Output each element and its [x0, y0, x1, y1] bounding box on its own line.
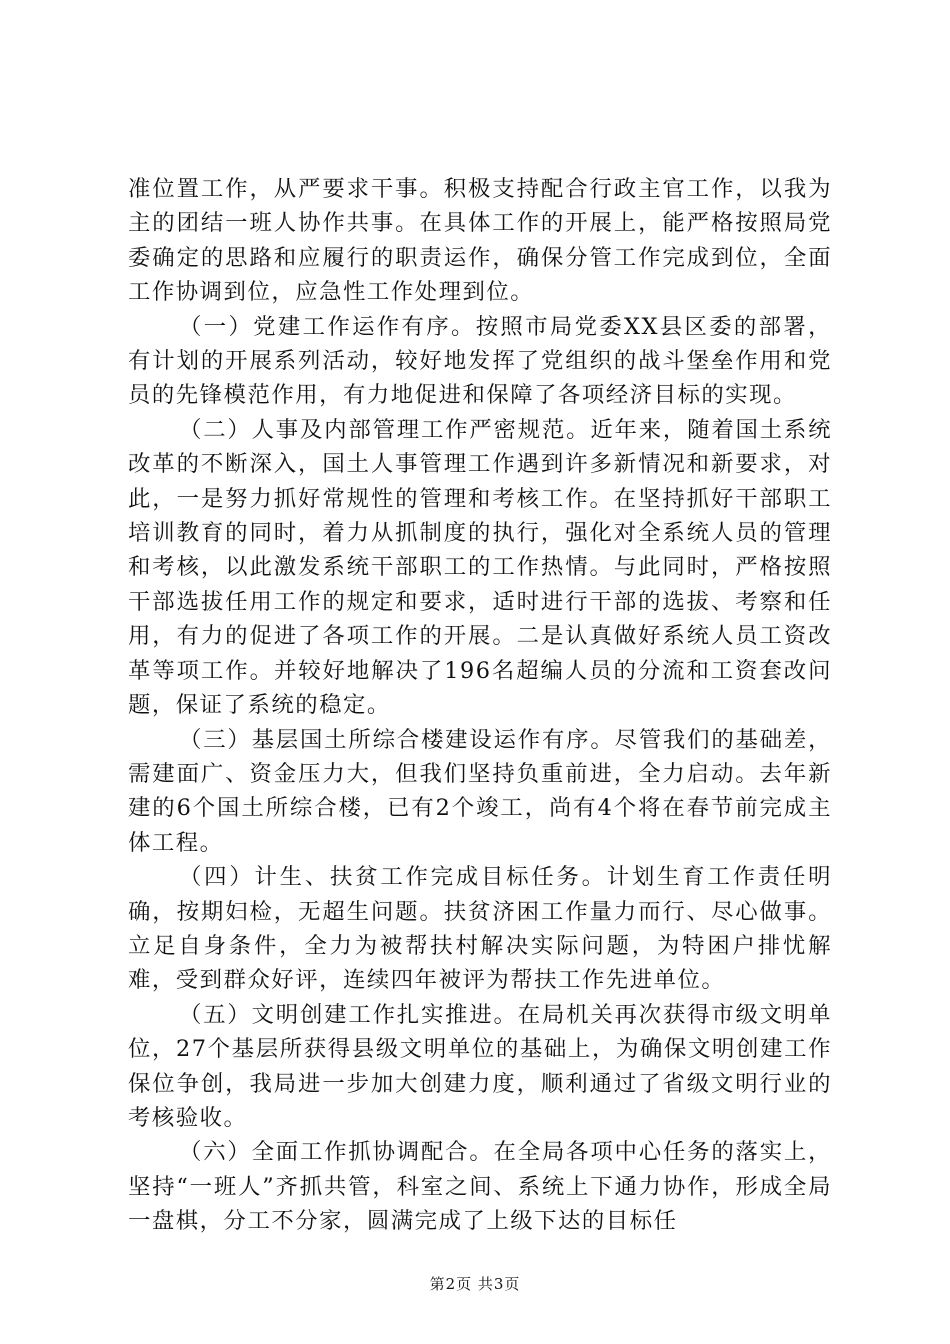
paragraph-continuation: 准位置工作，从严要求干事。积极支持配合行政主官工作，以我为主的团结一班人协作共事。在具体工作的开展上，能严格按照局党委确定的思路和应履行的职责运作，确保分管工作完成到位，全面工作协调到位，应急性工作处理到位。	[128, 176, 832, 306]
page-footer: 第2页 共3页	[429, 1275, 521, 1293]
paragraph-office-building: （三）基层国土所综合楼建设运作有序。尽管我们的基础差，需建面广、资金压力大，但我们坚持负重前进，全力启动。去年新建的6个国土所综合楼，已有2个竣工，尚有4个将在春节前完成主体工程。	[128, 726, 832, 856]
paragraph-civilization-building: （五）文明创建工作扎实推进。在局机关再次获得市级文明单位，27个基层所获得县级文明单位的基础上，为确保文明创建工作保位争创，我局进一步加大创建力度，顺利通过了省级文明行业的考核验收。	[128, 1001, 832, 1131]
document-body	[128, 172, 832, 1239]
paragraph-family-planning-poverty: （四）计生、扶贫工作完成目标任务。计划生育工作责任明确，按期妇检，无超生问题。扶贫济困工作量力而行、尽心做事。立足自身条件，全力为被帮扶村解决实际问题，为特困户排忧解难，受到群众好评，连续四年被评为帮扶工作先进单位。	[128, 864, 832, 994]
paragraph-coordination: （六）全面工作抓协调配合。在全局各项中心任务的落实上，坚持“一班人”齐抓共管，科室之间、系统上下通力协作，形成全局一盘棋，分工不分家，圆满完成了上级下达的目标任	[128, 1139, 832, 1235]
paragraph-personnel-management: （二）人事及内部管理工作严密规范。近年来，随着国土系统改革的不断深入，国土人事管理工作遇到许多新情况和新要求，对此，一是努力抓好常规性的管理和考核工作。在坚持抓好干部职工培训教育的同时，着力从抓制度的执行，强化对全系统人员的管理和考核，以此激发系统干部职工的工作热情。与此同时，严格按照干部选拔任用工作的规定和要求，适时进行干部的选拔、考察和任用，有力的促进了各项工作的开展。二是认真做好系统人员工资改革等项工作。并较好地解决了196名超编人员的分流和工资套改问题，保证了系统的稳定。	[128, 416, 832, 719]
paragraph-party-building: （一）党建工作运作有序。按照市局党委XX县区委的部署，有计划的开展系列活动，较好地发挥了党组织的战斗堡垒作用和党员的先锋模范作用，有力地促进和保障了各项经济目标的实现。	[128, 313, 832, 409]
